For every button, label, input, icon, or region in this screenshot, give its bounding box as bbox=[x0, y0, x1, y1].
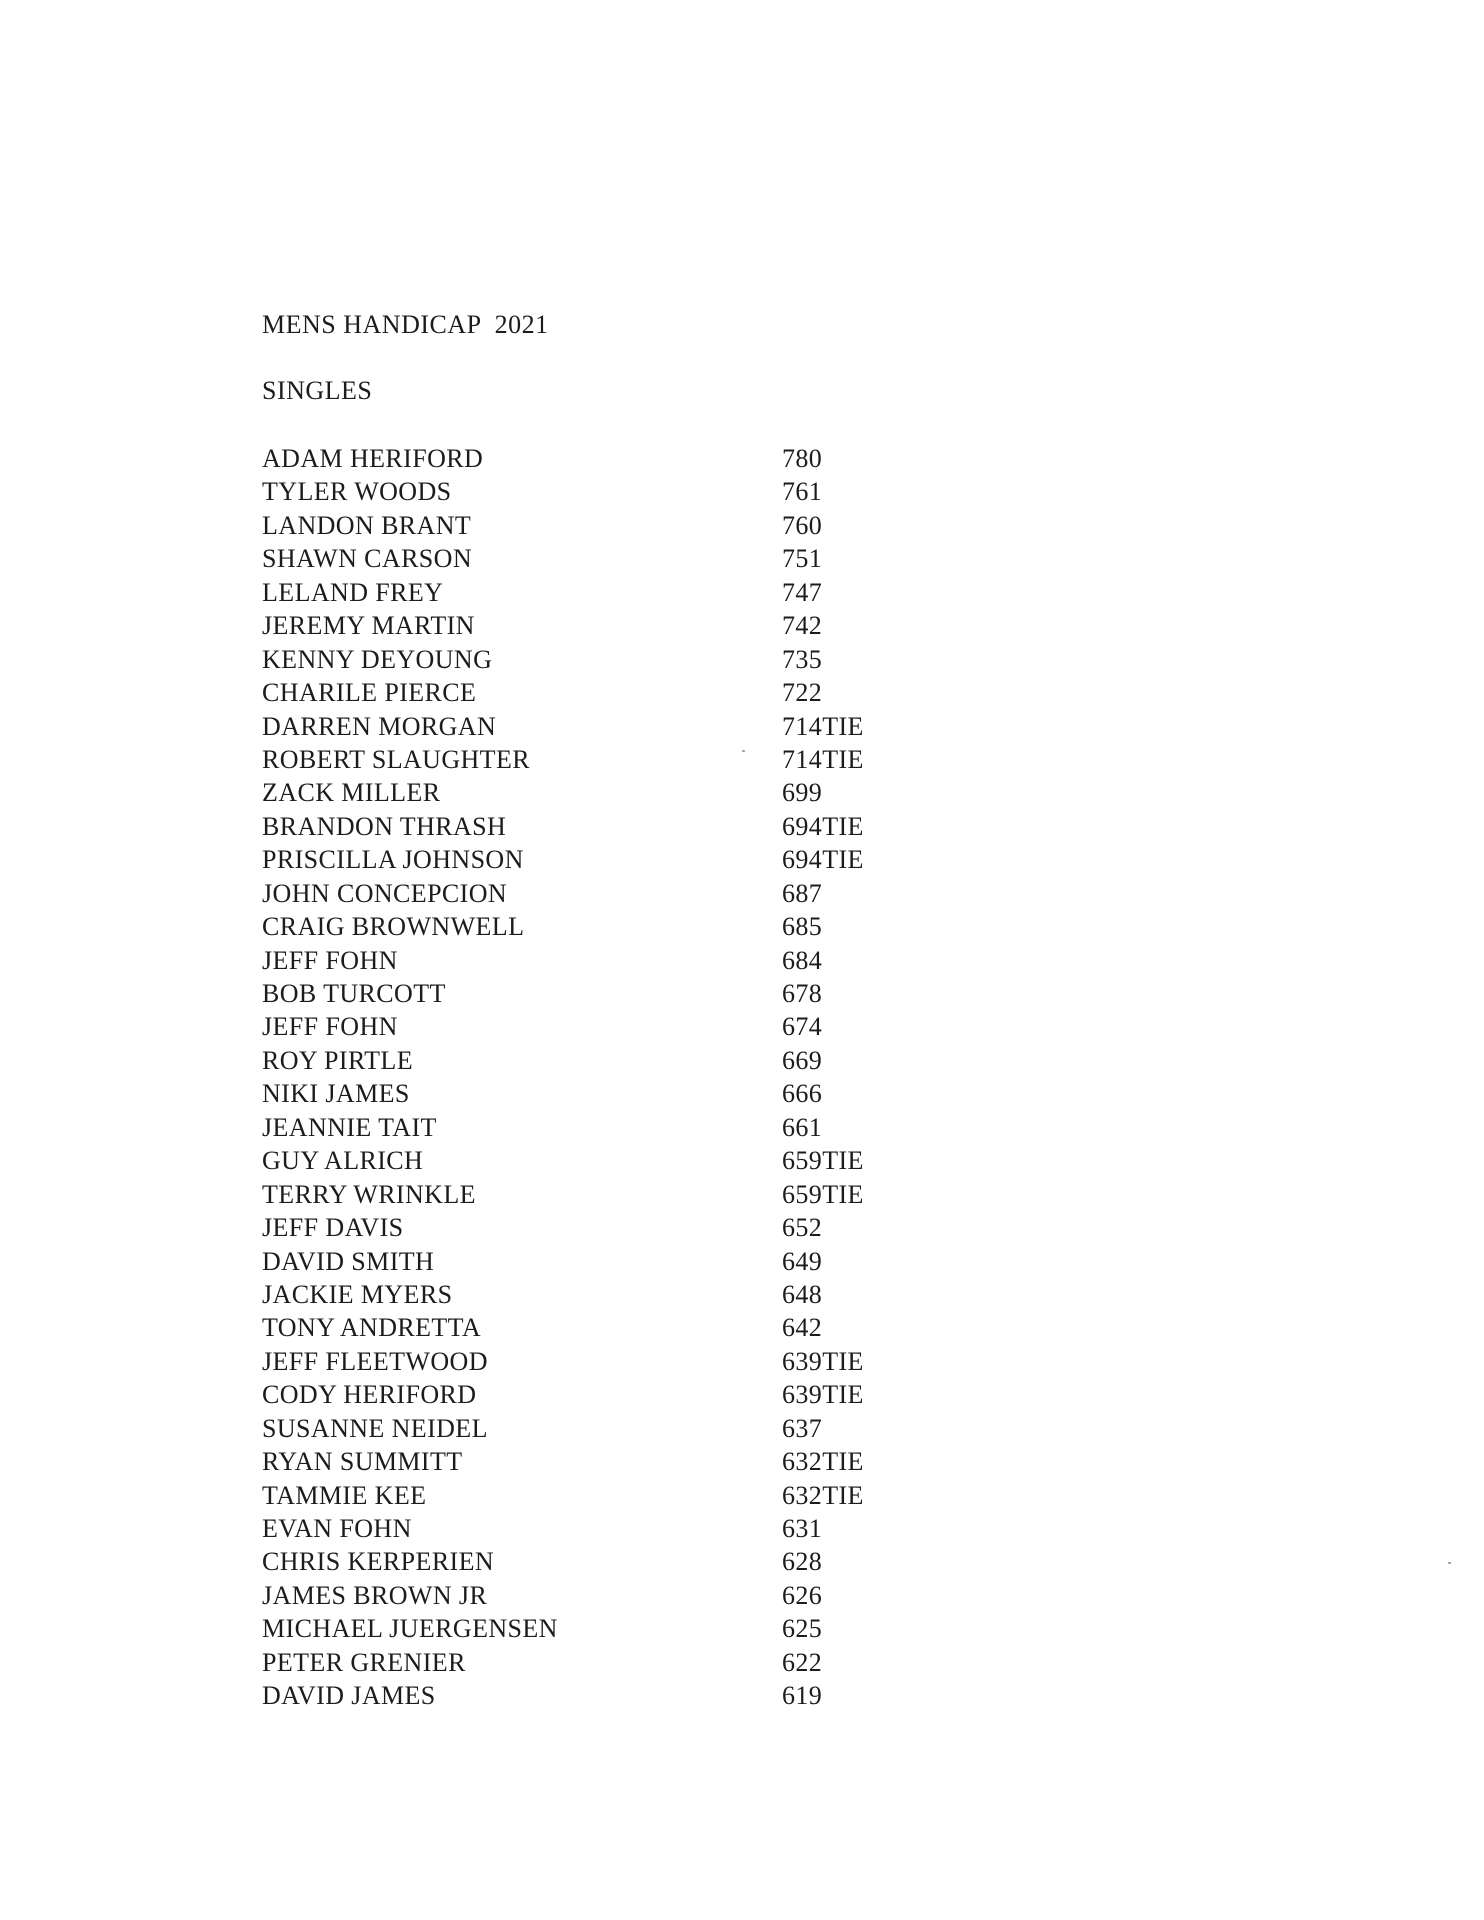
bowler-score: 780 bbox=[782, 444, 823, 473]
bowler-name: JEFF FOHN bbox=[262, 945, 398, 975]
list-item bbox=[262, 442, 962, 475]
list-item bbox=[262, 542, 962, 575]
list-item bbox=[262, 1010, 962, 1043]
bowler-name: JOHN CONCEPCION bbox=[262, 878, 508, 908]
bowler-score: 639TIE bbox=[782, 1380, 864, 1410]
bowler-name: ROBERT SLAUGHTER bbox=[262, 744, 530, 774]
list-item bbox=[262, 1311, 962, 1344]
bowler-score: 722 bbox=[782, 678, 823, 708]
bowler-score: 642 bbox=[782, 1313, 823, 1343]
list-item bbox=[262, 710, 962, 743]
bowler-score: 735 bbox=[782, 644, 823, 674]
bowler-name: BRANDON THRASH bbox=[262, 811, 507, 841]
list-item bbox=[262, 1512, 962, 1545]
list-item bbox=[262, 1378, 962, 1411]
list-item bbox=[262, 1612, 962, 1645]
bowler-name: TERRY WRINKLE bbox=[262, 1179, 476, 1209]
bowler-name: LANDON BRANT bbox=[262, 510, 472, 540]
list-item bbox=[262, 609, 962, 642]
bowler-name: TAMMIE KEE bbox=[262, 1480, 427, 1510]
page-title: MENS HANDICAP 2021 bbox=[262, 310, 549, 339]
bowler-score: 622 bbox=[782, 1647, 823, 1677]
list-item bbox=[262, 1044, 962, 1077]
bowler-name: DARREN MORGAN bbox=[262, 711, 497, 741]
bowler-score: 632TIE bbox=[782, 1447, 864, 1477]
list-item bbox=[262, 643, 962, 676]
bowler-name: BOB TURCOTT bbox=[262, 979, 446, 1008]
bowler-name: TONY ANDRETTA bbox=[262, 1313, 482, 1343]
bowler-score: 714TIE bbox=[782, 711, 864, 741]
list-item bbox=[262, 944, 962, 977]
list-item bbox=[262, 1178, 962, 1211]
bowler-score: 639TIE bbox=[782, 1346, 864, 1376]
list-item bbox=[262, 1545, 962, 1578]
bowler-name: CHARILE PIERCE bbox=[262, 678, 477, 708]
bowler-score: 652 bbox=[782, 1213, 823, 1243]
list-item bbox=[262, 1345, 962, 1378]
bowler-name: CHRIS KERPERIEN bbox=[262, 1547, 495, 1577]
bowler-score: 632TIE bbox=[782, 1480, 864, 1510]
bowler-name: EVAN FOHN bbox=[262, 1514, 412, 1543]
bowler-name: CRAIG BROWNWELL bbox=[262, 912, 525, 942]
scan-speck bbox=[1448, 1562, 1451, 1564]
list-item bbox=[262, 1077, 962, 1110]
bowler-name: CODY HERIFORD bbox=[262, 1380, 477, 1410]
bowler-name: JAMES BROWN JR bbox=[262, 1580, 488, 1610]
bowler-name: JEFF FOHN bbox=[262, 1012, 398, 1042]
list-item bbox=[262, 1445, 962, 1478]
score-list bbox=[262, 442, 962, 1713]
list-item bbox=[262, 877, 962, 910]
bowler-name: RYAN SUMMITT bbox=[262, 1447, 463, 1477]
list-item bbox=[262, 1646, 962, 1679]
list-item bbox=[262, 1278, 962, 1311]
list-item bbox=[262, 1245, 962, 1278]
bowler-score: 659TIE bbox=[782, 1146, 864, 1176]
list-item bbox=[262, 1211, 962, 1244]
bowler-score: 760 bbox=[782, 510, 823, 540]
bowler-name: KENNY DEYOUNG bbox=[262, 644, 493, 674]
bowler-name: GUY ALRICH bbox=[262, 1146, 424, 1176]
bowler-score: 694TIE bbox=[782, 845, 864, 875]
bowler-name: LELAND FREY bbox=[262, 577, 444, 607]
bowler-score: 661 bbox=[782, 1112, 823, 1142]
bowler-score: 699 bbox=[782, 778, 823, 808]
bowler-score: 637 bbox=[782, 1413, 823, 1443]
list-item bbox=[262, 676, 962, 709]
list-item bbox=[262, 1679, 962, 1712]
bowler-score: 714TIE bbox=[782, 744, 864, 774]
list-item bbox=[262, 1412, 962, 1445]
bowler-name: PETER GRENIER bbox=[262, 1647, 466, 1677]
list-item bbox=[262, 1479, 962, 1512]
bowler-score: 687 bbox=[782, 878, 823, 908]
bowler-name: JEFF DAVIS bbox=[262, 1213, 404, 1243]
bowler-score: 669 bbox=[782, 1045, 823, 1075]
bowler-score: 684 bbox=[782, 945, 823, 975]
bowler-name: SUSANNE NEIDEL bbox=[262, 1413, 488, 1443]
bowler-score: 628 bbox=[782, 1547, 823, 1577]
list-item bbox=[262, 509, 962, 542]
bowler-name: NIKI JAMES bbox=[262, 1079, 410, 1109]
list-item bbox=[262, 810, 962, 843]
list-item bbox=[262, 1579, 962, 1612]
bowler-name: MICHAEL JUERGENSEN bbox=[262, 1614, 558, 1644]
bowler-score: 751 bbox=[782, 544, 823, 574]
bowler-name: JEREMY MARTIN bbox=[262, 611, 475, 641]
bowler-score: 619 bbox=[782, 1681, 823, 1711]
bowler-name: JEANNIE TAIT bbox=[262, 1112, 437, 1142]
bowler-score: 631 bbox=[782, 1514, 823, 1543]
bowler-name: JACKIE MYERS bbox=[262, 1279, 453, 1309]
list-item bbox=[262, 776, 962, 809]
bowler-score: 694TIE bbox=[782, 811, 864, 841]
scan-speck bbox=[742, 750, 745, 752]
list-item bbox=[262, 743, 962, 776]
bowler-score: 666 bbox=[782, 1079, 823, 1109]
bowler-score: 649 bbox=[782, 1246, 823, 1276]
bowler-score: 742 bbox=[782, 611, 823, 641]
bowler-score: 674 bbox=[782, 1012, 823, 1042]
bowler-name: ZACK MILLER bbox=[262, 778, 441, 808]
bowler-score: 659TIE bbox=[782, 1179, 864, 1209]
bowler-score: 625 bbox=[782, 1614, 823, 1644]
list-item bbox=[262, 910, 962, 943]
list-item bbox=[262, 977, 962, 1010]
bowler-score: 648 bbox=[782, 1279, 823, 1309]
bowler-name: DAVID SMITH bbox=[262, 1246, 435, 1276]
bowler-name: DAVID JAMES bbox=[262, 1681, 436, 1711]
bowler-score: 626 bbox=[782, 1580, 823, 1610]
list-item bbox=[262, 576, 962, 609]
bowler-name: JEFF FLEETWOOD bbox=[262, 1346, 488, 1376]
list-item bbox=[262, 1144, 962, 1177]
list-item bbox=[262, 843, 962, 876]
bowler-name: ADAM HERIFORD bbox=[262, 444, 484, 473]
bowler-name: TYLER WOODS bbox=[262, 477, 452, 507]
bowler-name: PRISCILLA JOHNSON bbox=[262, 845, 524, 875]
bowler-score: 685 bbox=[782, 912, 823, 942]
bowler-score: 747 bbox=[782, 577, 823, 607]
section-heading: SINGLES bbox=[262, 376, 373, 405]
bowler-name: SHAWN CARSON bbox=[262, 544, 473, 574]
bowler-score: 678 bbox=[782, 979, 823, 1008]
bowler-score: 761 bbox=[782, 477, 823, 507]
bowler-name: ROY PIRTLE bbox=[262, 1045, 413, 1075]
list-item bbox=[262, 1111, 962, 1144]
list-item bbox=[262, 475, 962, 508]
